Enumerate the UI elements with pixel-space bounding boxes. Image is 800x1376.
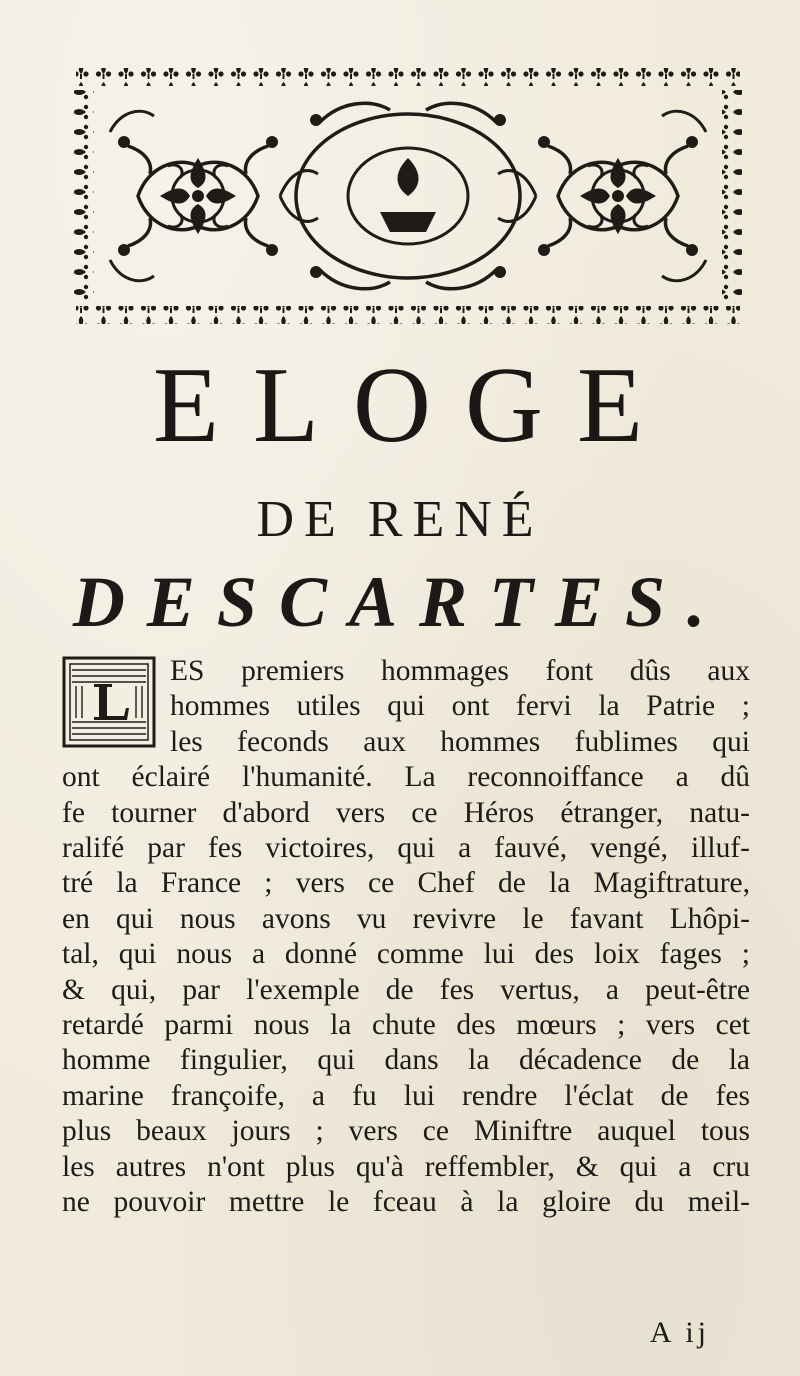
text-line: hommes utiles qui ont fervi la Patrie ; [170, 690, 750, 723]
subtitle-de-rene [0, 491, 800, 548]
text-line: en qui nous avons vu revivre le favant Lhôpi- [62, 902, 750, 935]
text-line: plus beaux jours ; vers ce Miniftre auquel tous [62, 1115, 750, 1148]
title-descartes: DESCARTES. [72, 562, 728, 642]
text-line: ralifé par fes victoires, qui a fauvé, vengé, illuf- [62, 832, 750, 865]
text-line: les feconds aux hommes fublimes qui [170, 725, 750, 758]
title-eloge: ELOGE [153, 346, 677, 465]
text-line: tal, qui nous a donné comme lui des loix fages ; [62, 938, 750, 971]
text-line: ne pouvoir mettre le fceau à la gloire du meil- [62, 1186, 750, 1219]
body-paragraph [62, 654, 750, 1221]
text-line: tré la France ; vers ce Chef de la Magiftrature, [62, 867, 750, 900]
subtitle-de: DE [256, 491, 346, 548]
text-line: les autres n'ont plus qu'à reffembler, & qui a cru [62, 1150, 750, 1183]
text-line: & qui, par l'exemple de fes vertus, a peut-être [62, 973, 750, 1006]
signature-mark: A ij [649, 1316, 710, 1349]
ornamental-headpiece [70, 62, 746, 330]
text-line: ont éclairé l'humanité. La reconnoiffance a dû [62, 761, 750, 794]
subtitle-rene: RENÉ [367, 491, 544, 548]
text-line: homme fingulier, qui dans la décadence de la [62, 1044, 750, 1077]
text-line: marine françoife, a fu lui rendre l'éclat de fes [62, 1079, 750, 1112]
text-line: ES premiers hommages font dûs aux [170, 655, 750, 687]
text-line: fe tourner d'abord vers ce Héros étranger, natu- [62, 796, 750, 829]
text-line: retardé parmi nous la chute des mœurs ; vers cet [62, 1009, 750, 1042]
